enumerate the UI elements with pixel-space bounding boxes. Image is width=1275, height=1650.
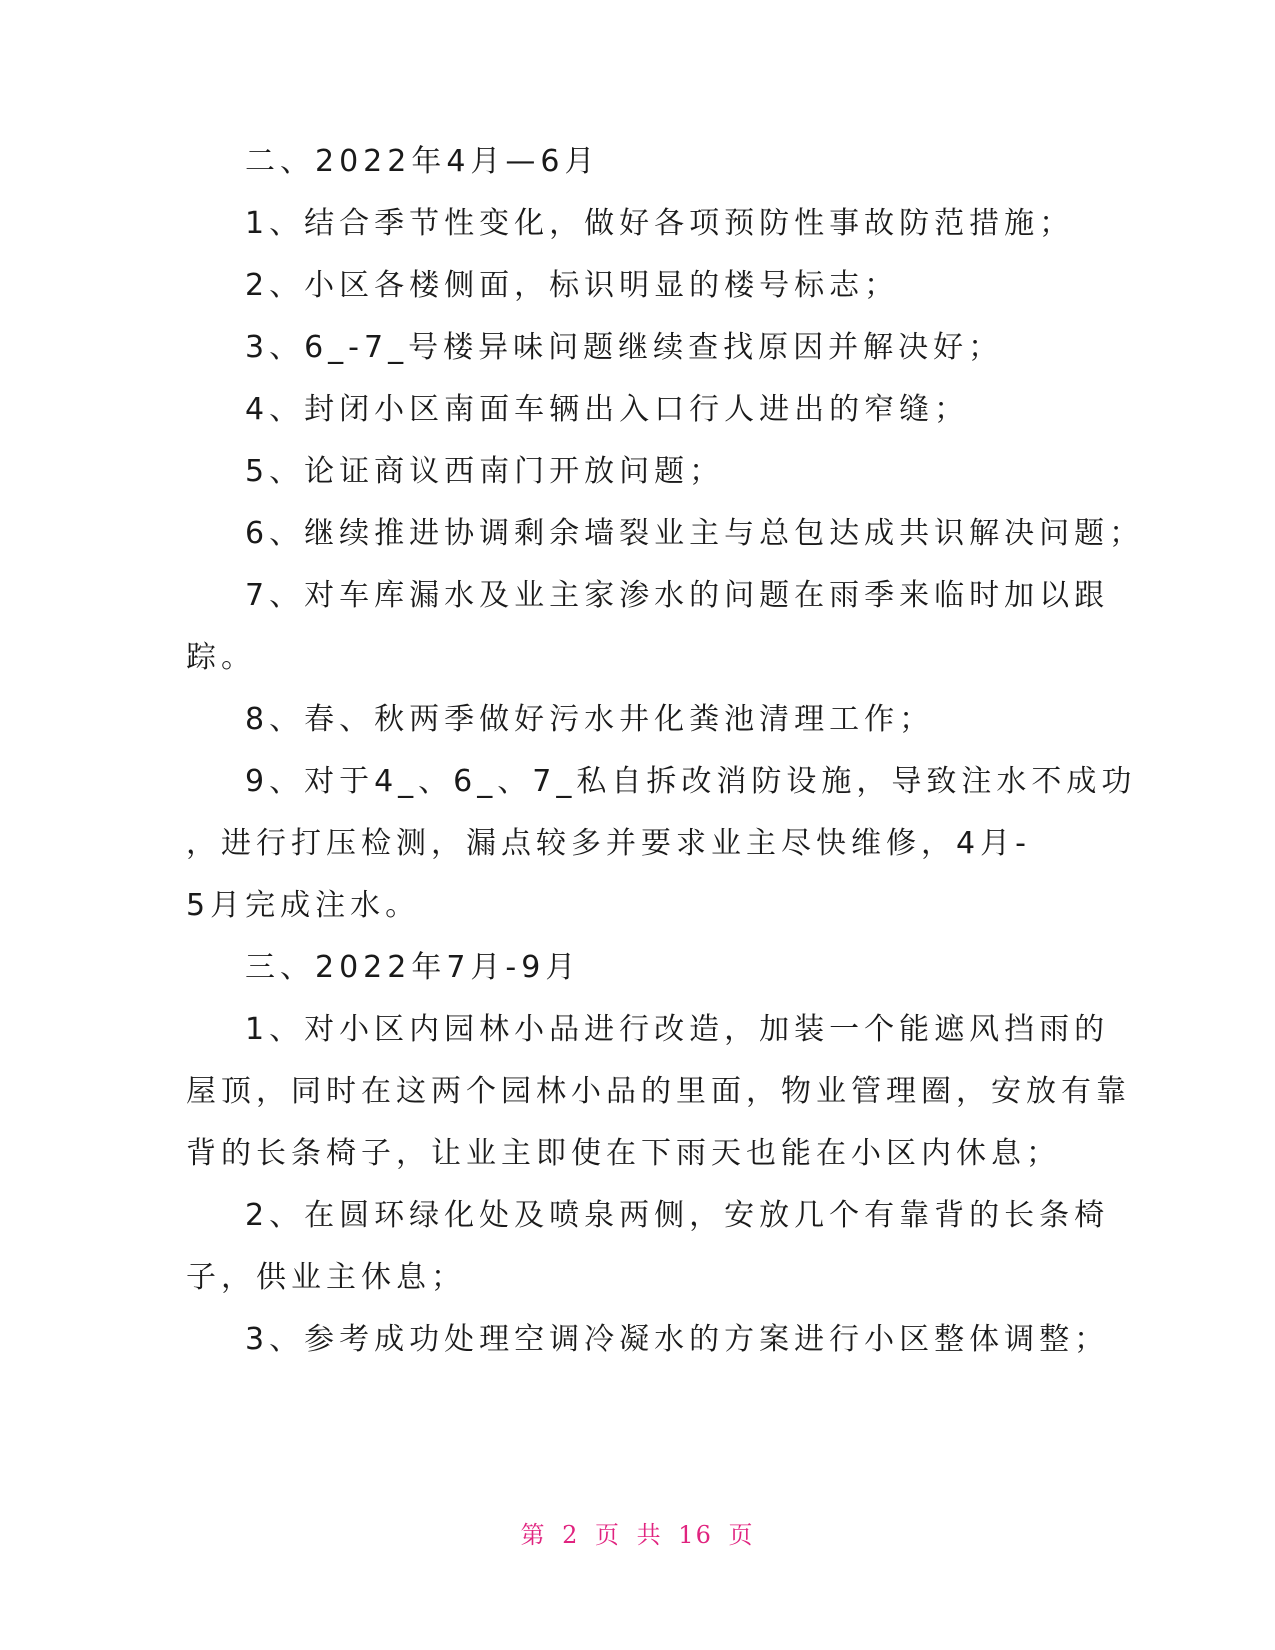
paragraph-line: 背的长条椅子，让业主即使在下雨天也能在小区内休息； [186,1136,1061,1171]
paragraph-line: 2、在圆环绿化处及喷泉两侧，安放几个有靠背的长条椅 [245,1198,1110,1233]
paragraph-line: 子，供业主休息； [186,1260,466,1295]
paragraph-line: 9、对于4_、6_、7_私自拆改消防设施，导致注水不成功 [245,764,1137,799]
paragraph-line: 7、对车库漏水及业主家渗水的问题在雨季来临时加以跟 [245,578,1110,613]
paragraph-line: 2、小区各楼侧面，标识明显的楼号标志； [245,268,900,303]
paragraph-line: 3、6_-7_号楼异味问题继续查找原因并解决好； [245,330,1004,365]
paragraph-line: 踪。 [186,640,256,675]
paragraph-line: 1、对小区内园林小品进行改造，加装一个能遮风挡雨的 [245,1012,1110,1047]
paragraph-line: 3、参考成功处理空调冷凝水的方案进行小区整体调整； [245,1322,1110,1357]
paragraph-line: 4、封闭小区南面车辆出入口行人进出的窄缝； [245,392,970,427]
paragraph-line: 8、春、秋两季做好污水井化粪池清理工作； [245,702,935,737]
section-heading-q3: 三、2022年7月-9月 [245,950,581,985]
paragraph-line: 6、继续推进协调剩余墙裂业主与总包达成共识解决问题； [245,516,1145,551]
paragraph-line: 5、论证商议西南门开放问题； [245,454,725,489]
paragraph-line: 5月完成注水。 [186,888,421,923]
paragraph-line: 屋顶，同时在这两个园林小品的里面，物业管理圈，安放有靠 [186,1074,1131,1109]
paragraph-line: 1、结合季节性变化，做好各项预防性事故防范措施； [245,206,1075,241]
page-footer-page-number: 第 2 页 共 16 页 [520,1521,755,1549]
section-heading-q2: 二、2022年4月—6月 [245,144,600,179]
paragraph-line: ，进行打压检测，漏点较多并要求业主尽快维修，4月- [186,826,1031,861]
